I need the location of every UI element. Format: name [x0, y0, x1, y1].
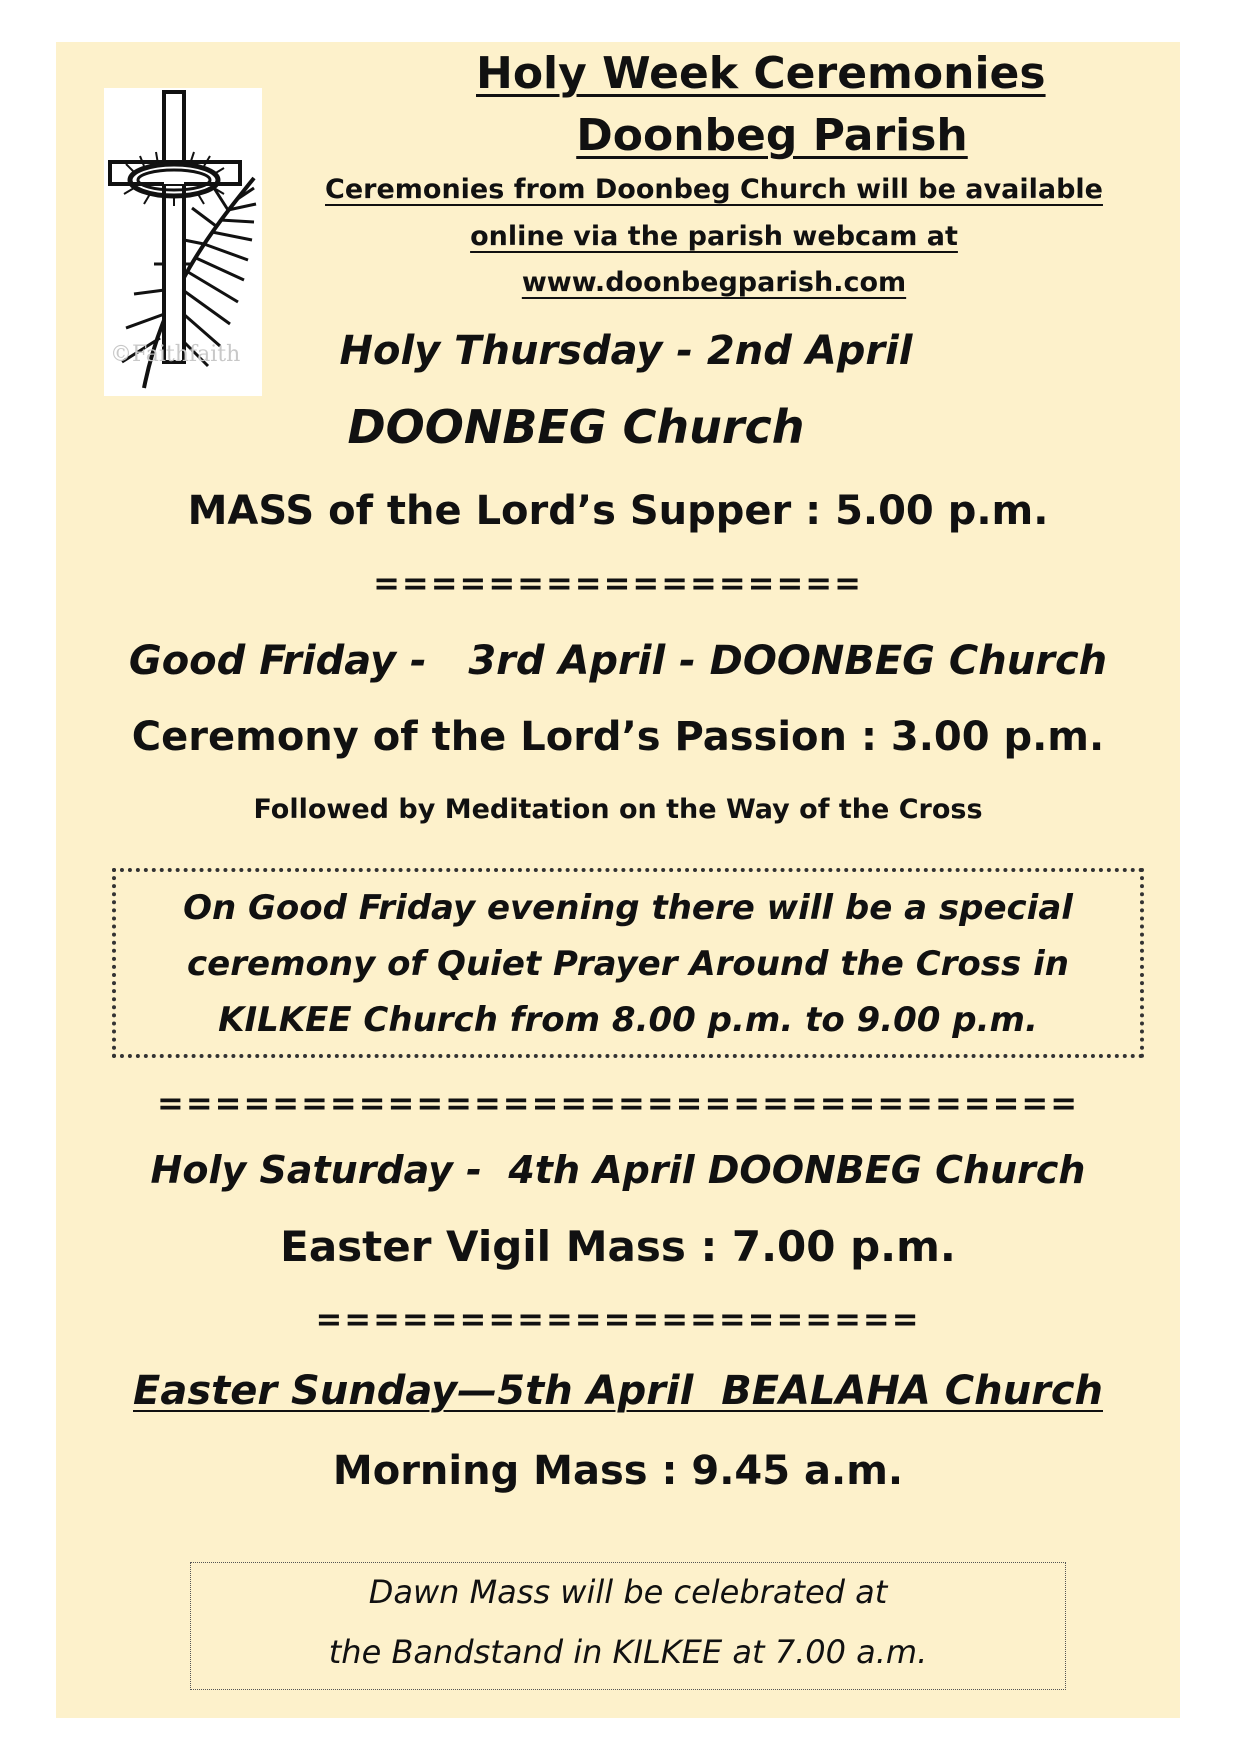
- special-ceremony-line-1: On Good Friday evening there will be a special: [183, 888, 1073, 928]
- parish-website: www.doonbegparish.com: [521, 267, 907, 298]
- dawn-mass-line-2: the Bandstand in KILKEE at 7.00 a.m.: [328, 1633, 928, 1671]
- cross-logo: [104, 88, 262, 396]
- good-friday-date: Good Friday - 3rd April - DOONBEG Church: [128, 638, 1108, 684]
- good-friday-service: Ceremony of the Lord’s Passion : 3.00 p.m.: [131, 714, 1105, 760]
- holy-thursday-date: Holy Thursday - 2nd April: [339, 328, 913, 374]
- special-ceremony-line-2: ceremony of Quiet Prayer Around the Cross in: [187, 944, 1069, 984]
- divider-1: =================: [373, 564, 863, 602]
- webcam-note-line-1: Ceremonies from Doonbeg Church will be available: [325, 174, 1103, 205]
- good-friday-followup: Followed by Meditation on the Way of the Cross: [253, 794, 983, 825]
- holy-saturday-date: Holy Saturday - 4th April DOONBEG Church: [150, 1148, 1086, 1192]
- holy-thursday-service: MASS of the Lord’s Supper : 5.00 p.m.: [187, 488, 1049, 534]
- holy-thursday-church: DOONBEG Church: [347, 400, 805, 454]
- logo-watermark: ©Faithfaith: [110, 342, 241, 367]
- holy-saturday-service: Easter Vigil Mass : 7.00 p.m.: [280, 1222, 956, 1271]
- dawn-mass-line-1: Dawn Mass will be celebrated at: [368, 1573, 888, 1611]
- poster: [56, 42, 1180, 1718]
- title-line-2: Doonbeg Parish: [576, 110, 968, 161]
- webcam-note-line-2: online via the parish webcam at: [470, 221, 958, 252]
- special-ceremony-box: [112, 868, 1144, 1058]
- dawn-mass-box: [190, 1562, 1066, 1690]
- title-line-1: Holy Week Ceremonies: [476, 48, 1046, 99]
- easter-sunday-date: Easter Sunday—5th April BEALAHA Church: [133, 1368, 1103, 1414]
- easter-sunday-service: Morning Mass : 9.45 a.m.: [332, 1448, 904, 1494]
- special-ceremony-line-3: KILKEE Church from 8.00 p.m. to 9.00 p.m.: [218, 1000, 1038, 1040]
- divider-2: ================================: [157, 1084, 1079, 1122]
- divider-3: =====================: [315, 1300, 921, 1338]
